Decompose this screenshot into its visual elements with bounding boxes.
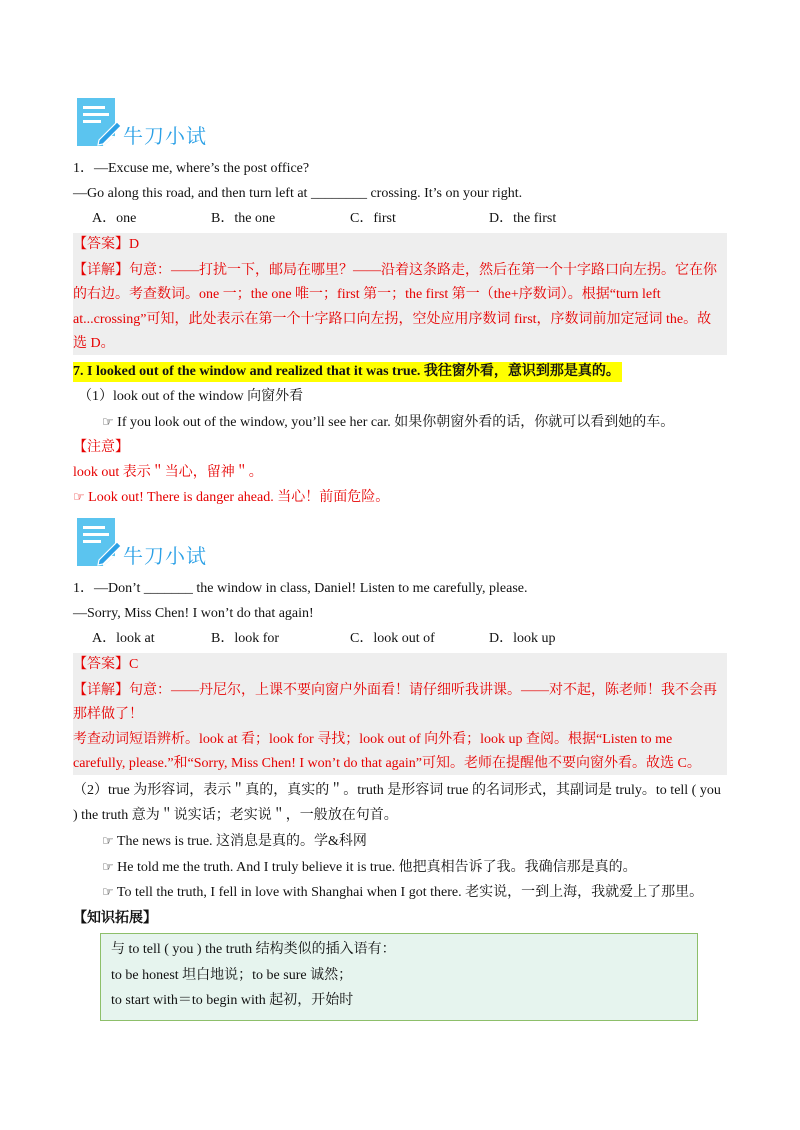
q2-detail-line: carefully, please.”和“Sorry, Miss Chen! I won’t do that again”可知。老师在提醒他不要向窗外看。故选 C。 xyxy=(73,756,701,771)
q2-option-b: B．look for xyxy=(211,631,280,646)
pointing-hand-icon: ☞ xyxy=(73,490,85,505)
q2-detail-line: 考查动词短语辨析。look at 看；look for 寻找；look out of 向外看；look up 查阅。根据“Listen to me xyxy=(73,732,673,747)
pointing-hand-icon: ☞ xyxy=(102,415,114,430)
section-header-2 xyxy=(73,516,213,568)
q1-option-a: A．one xyxy=(92,211,137,226)
q1-answer: 【答案】D xyxy=(73,237,140,252)
section-header-1 xyxy=(73,96,213,148)
q2-answer: 【答案】C xyxy=(73,657,139,672)
note-example xyxy=(73,488,389,508)
notepad-pencil-icon xyxy=(73,516,123,568)
q1-detail-line: 的右边。考查数词。one 一；the one 唯一；first 第一；the first 第一（the+序数词）。根据“turn left xyxy=(73,287,661,302)
extension-row: to be honest 坦白地说；to be sure 诚然； xyxy=(111,968,353,983)
note-label: 【注意】 xyxy=(73,440,129,455)
q1-detail-line: 【详解】句意：——打扰一下，邮局在哪里？——沿着这条路走，然后在第一个十字路口向左拐。它在你 xyxy=(73,263,717,278)
extension-box xyxy=(100,933,698,1021)
q1-detail-line: 选 D。 xyxy=(73,336,115,351)
point-7-heading: 7. I looked out of the window and realized that it was true. 我往窗外看，意识到那是真的。 xyxy=(73,362,622,382)
pointing-hand-icon: ☞ xyxy=(102,885,114,900)
example-text: The news is true. 这消息是真的。学&科网 xyxy=(116,834,367,849)
extension-row: to start with＝to begin with 起初，开始时 xyxy=(111,993,354,1008)
q2-option-d: D．look up xyxy=(489,631,556,646)
q1-question: 1．—Excuse me, where’s the post office? xyxy=(73,161,310,176)
example-sentence xyxy=(102,883,703,903)
q2-option-a: A．look at xyxy=(92,631,155,646)
q2-prompt: —Sorry, Miss Chen! I won’t do that again! xyxy=(73,606,314,621)
q1-option-c: C．first xyxy=(350,211,396,226)
point-7-sub1: （1）look out of the window 向窗外看 xyxy=(78,389,304,404)
section-title: 牛刀小试 xyxy=(123,124,207,148)
pointing-hand-icon: ☞ xyxy=(102,860,114,875)
q1-detail-line: at...crossing”可知，此处表示在第一个十字路口向左拐，空处应用序数词 first，序数词前加定冠词 the。故 xyxy=(73,312,712,327)
q2-detail-line: 【详解】句意：——丹尼尔，上课不要向窗户外面看！请仔细听我讲课。——对不起，陈老师！我不会再 xyxy=(73,683,717,698)
example-sentence xyxy=(102,832,367,852)
example-sentence xyxy=(102,858,637,878)
point-7-sub2-line1: （2）true 为形容词，表示＂真的，真实的＂。truth 是形容词 true 的名词形式，其副词是 truly。to tell ( you xyxy=(73,783,721,798)
q2-question: 1．—Don’t _______ the window in class, Daniel! Listen to me carefully, please. xyxy=(73,581,528,596)
example-text: He told me the truth. And I truly believe it is true. 他把真相告诉了我。我确信那是真的。 xyxy=(117,860,637,875)
extension-row: 与 to tell ( you ) the truth 结构类似的插入语有： xyxy=(111,942,396,957)
q2-detail-line: 那样做了！ xyxy=(73,707,143,722)
q1-option-b: B．the one xyxy=(211,211,276,226)
q1-answer-box xyxy=(73,233,727,355)
q2-option-c: C．look out of xyxy=(350,631,435,646)
point-7-sub2-line2: ) the truth 意为＂说实话；老实说＂，一般放在句首。 xyxy=(73,808,398,823)
extension-heading: 【知识拓展】 xyxy=(73,911,157,926)
example-text: If you look out of the window, you’ll see her car. 如果你朝窗外看的话，你就可以看到她的车。 xyxy=(117,415,675,430)
example-text: To tell the truth, I fell in love with Shanghai when I got there. 老实说，一到上海，我就爱上了那里。 xyxy=(116,885,704,900)
note-text: look out 表示＂当心，留神＂。 xyxy=(73,465,263,480)
q1-prompt: —Go along this road, and then turn left at ________ crossing. It’s on your right. xyxy=(73,186,523,201)
q1-option-d: D．the first xyxy=(489,211,557,226)
section-title: 牛刀小试 xyxy=(123,544,207,568)
pointing-hand-icon: ☞ xyxy=(102,834,114,849)
notepad-pencil-icon xyxy=(73,96,123,148)
example-sentence xyxy=(102,413,674,433)
note-example-text: Look out! There is danger ahead. 当心！前面危险。 xyxy=(88,490,390,505)
q2-answer-box xyxy=(73,653,727,775)
